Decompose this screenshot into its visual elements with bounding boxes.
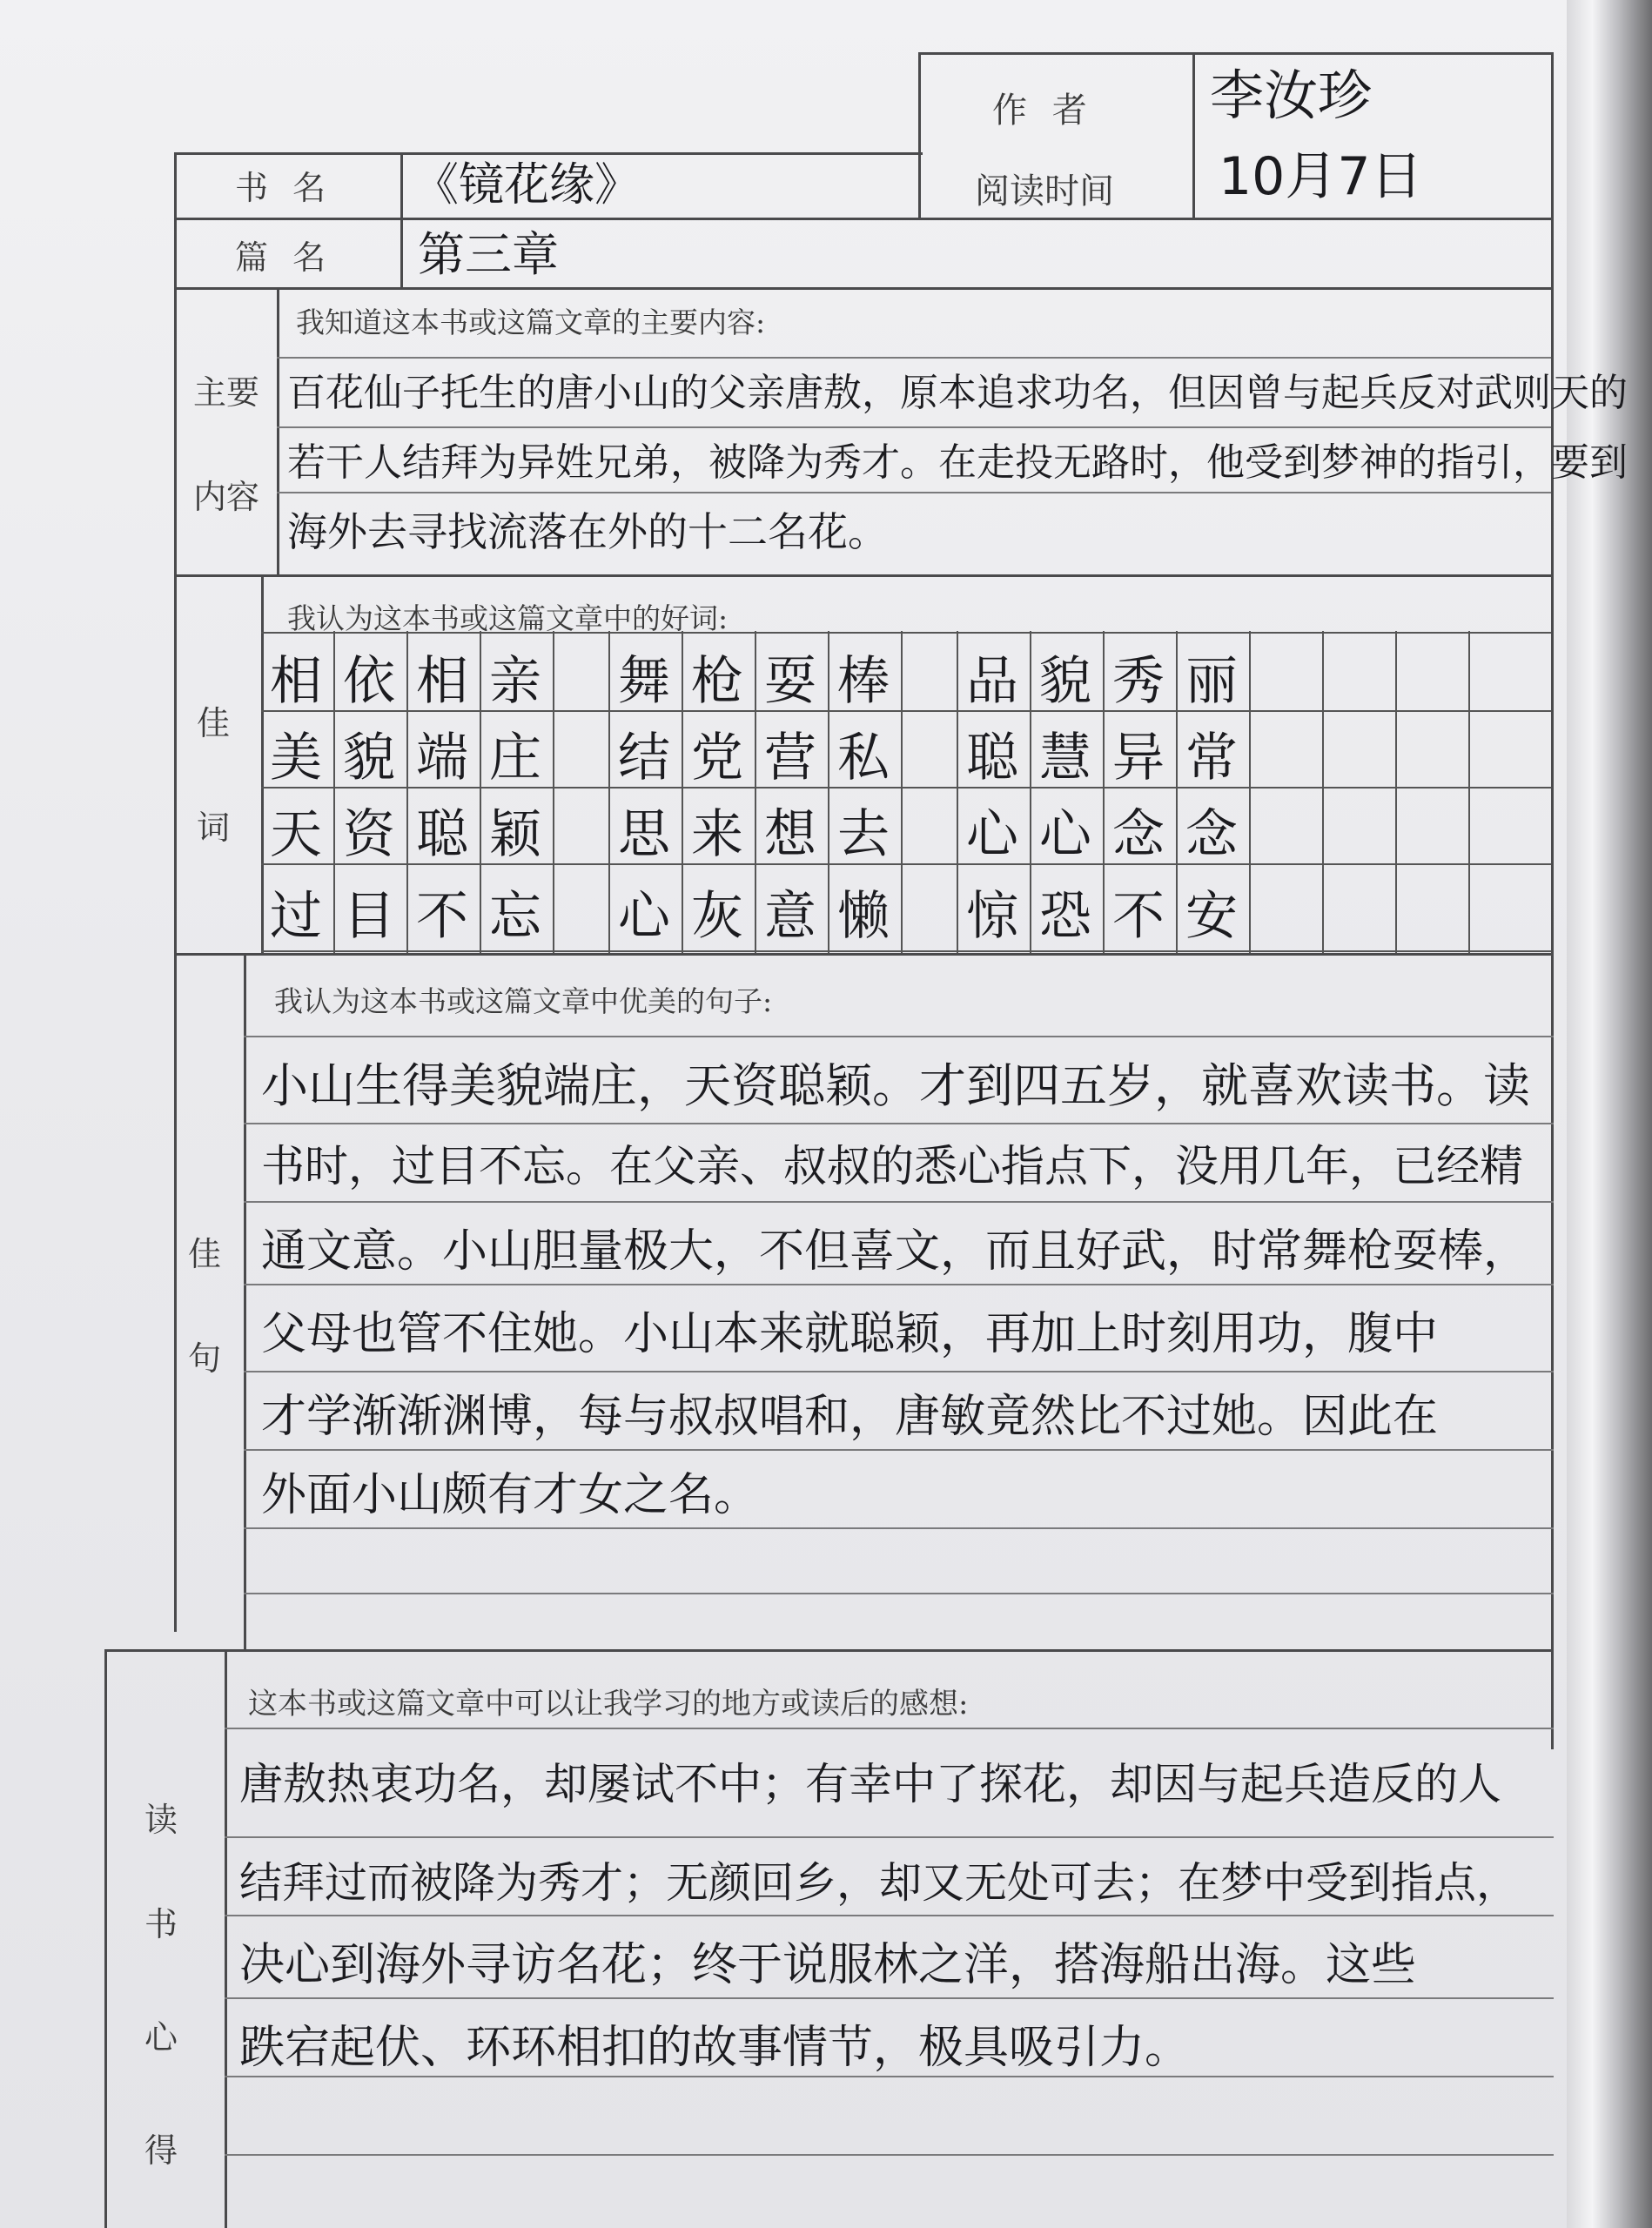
sentences-ruled-line — [244, 1593, 1554, 1594]
word-item: 美貌端庄 — [270, 728, 562, 789]
reflection-side-label-2: 书 — [144, 1905, 178, 1943]
word-item: 惊恐不安 — [966, 886, 1259, 947]
reflection-ruled-line — [225, 1728, 1554, 1729]
sentence-line-5: 才学渐渐渊博，每与叔叔唱和，唐敏竟然比不过她。因此在 — [261, 1391, 1439, 1443]
word-item: 品貌秀丽 — [966, 651, 1259, 712]
reflection-line-4: 跌宕起伏、环环相扣的故事情节，极具吸引力。 — [239, 2022, 1191, 2074]
reflection-line-1: 唐敖热衷功名，却屡试不中；有幸中了探花，却因与起兵造反的人 — [239, 1759, 1501, 1809]
header-mid-line — [174, 218, 1554, 220]
word-item: 结党营私 — [618, 728, 910, 789]
header-divider-3 — [1192, 52, 1195, 218]
chapter-label: 篇 名 — [235, 238, 333, 277]
reflection-ruled-line — [225, 1915, 1554, 1916]
word-group-3 — [957, 640, 1259, 953]
word-item: 天资聪颖 — [270, 804, 562, 865]
header-bottom-line — [174, 287, 1554, 290]
word-item: 心灰意懒 — [618, 886, 910, 947]
sentence-line-3: 通文意。小山胆量极大，不但喜文，而且好武，时常舞枪耍棒， — [261, 1225, 1529, 1278]
words-top-line — [174, 574, 1554, 577]
summary-ruled-line — [277, 426, 1551, 428]
sentences-side-label-1: 佳 — [187, 1235, 221, 1273]
sentences-ruled-line — [244, 1527, 1554, 1529]
book-name-label: 书 名 — [235, 169, 333, 207]
chapter-value: 第三章 — [418, 227, 559, 282]
sentences-top-line — [174, 953, 1554, 956]
reflection-ruled-line — [225, 1836, 1554, 1838]
reflection-prompt: 这本书或这篇文章中可以让我学习的地方或读后的感想: — [248, 1687, 969, 1721]
sentences-label-divider — [244, 953, 246, 1649]
sentence-line-1: 小山生得美貌端庄，天资聪颖。才到四五岁，就喜欢读书。读 — [261, 1058, 1530, 1113]
sentences-ruled-line — [244, 1201, 1554, 1203]
summary-line-2: 若干人结拜为异姓兄弟，被降为秀才。在走投无路时，他受到梦神的指引，要到 — [287, 440, 1628, 485]
sentences-ruled-line — [244, 1036, 1554, 1037]
summary-label-divider — [277, 287, 279, 574]
sentences-side-label-2: 句 — [187, 1339, 221, 1378]
word-item: 思来想去 — [618, 804, 910, 865]
word-item: 心心念念 — [966, 804, 1259, 865]
summary-side-label-1: 主要 — [192, 373, 259, 412]
sentences-ruled-line — [244, 1371, 1554, 1372]
sentences-prompt: 我认为这本书或这篇文章中优美的句子: — [274, 984, 773, 1018]
summary-ruled-line — [277, 357, 1551, 359]
word-group-2 — [609, 640, 910, 953]
notebook-page-edge — [1567, 0, 1652, 2228]
header-divider-1 — [400, 152, 403, 287]
reflection-ruled-line — [225, 1997, 1554, 1999]
reflection-side-label-3: 心 — [144, 2018, 178, 2057]
reflection-label-divider — [225, 1649, 227, 2228]
sentences-ruled-line — [244, 1449, 1554, 1451]
word-item: 相依相亲 — [270, 651, 562, 712]
table-right-border — [1551, 52, 1554, 1749]
reflection-ruled-line — [225, 2154, 1554, 2156]
summary-side-label-2: 内容 — [192, 478, 259, 516]
sentence-line-4: 父母也管不住她。小山本来就聪颖，再加上时刻用功，腹中 — [261, 1308, 1439, 1360]
reflection-line-2: 结拜过而被降为秀才；无颜回乡，却又无处可去；在梦中受到指点， — [239, 1858, 1520, 1908]
word-item: 聪慧异常 — [966, 728, 1259, 789]
reflection-ruled-line — [225, 2076, 1554, 2077]
summary-line-1: 百花仙子托生的唐小山的父亲唐敖，原本追求功名，但因曾与起兵反对武则天的 — [287, 371, 1628, 415]
words-prompt: 我认为这本书或这篇文章中的好词: — [287, 601, 729, 635]
reflection-top-line — [104, 1649, 1554, 1652]
reflection-side-label-1: 读 — [144, 1801, 178, 1839]
author-label: 作 者 — [992, 91, 1094, 131]
reflection-line-3: 决心到海外寻访名花；终于说服林之洋，搭海船出海。这些 — [239, 1939, 1417, 1991]
summary-ruled-line — [277, 492, 1551, 493]
reading-time-label: 阅读时间 — [975, 171, 1114, 211]
sentences-ruled-line — [244, 1123, 1554, 1124]
sentences-ruled-line — [244, 1284, 1554, 1285]
author-value: 李汝珍 — [1210, 64, 1373, 127]
words-side-label-2: 词 — [196, 809, 230, 847]
sentence-line-6: 外面小山颇有才女之名。 — [261, 1469, 760, 1521]
reflection-side-label-4: 得 — [144, 2131, 178, 2170]
book-name-value: 《镜花缘》 — [413, 159, 641, 211]
reflection-left-border — [104, 1649, 107, 2228]
words-side-label-1: 佳 — [196, 704, 230, 742]
word-item: 过目不忘 — [270, 886, 562, 947]
word-group-1 — [261, 640, 562, 953]
summary-prompt: 我知道这本书或这篇文章的主要内容: — [296, 305, 766, 339]
reading-time-value: 10月7日 — [1219, 146, 1423, 207]
header-divider-2 — [918, 52, 921, 218]
table-left-border — [174, 152, 177, 1632]
sentence-line-2: 书时，过目不忘。在父亲、叔叔的悉心指点下，没用几年，已经精 — [261, 1141, 1523, 1191]
summary-line-3: 海外去寻找流落在外的十二名花。 — [287, 508, 888, 555]
word-item: 舞枪耍棒 — [618, 651, 910, 712]
